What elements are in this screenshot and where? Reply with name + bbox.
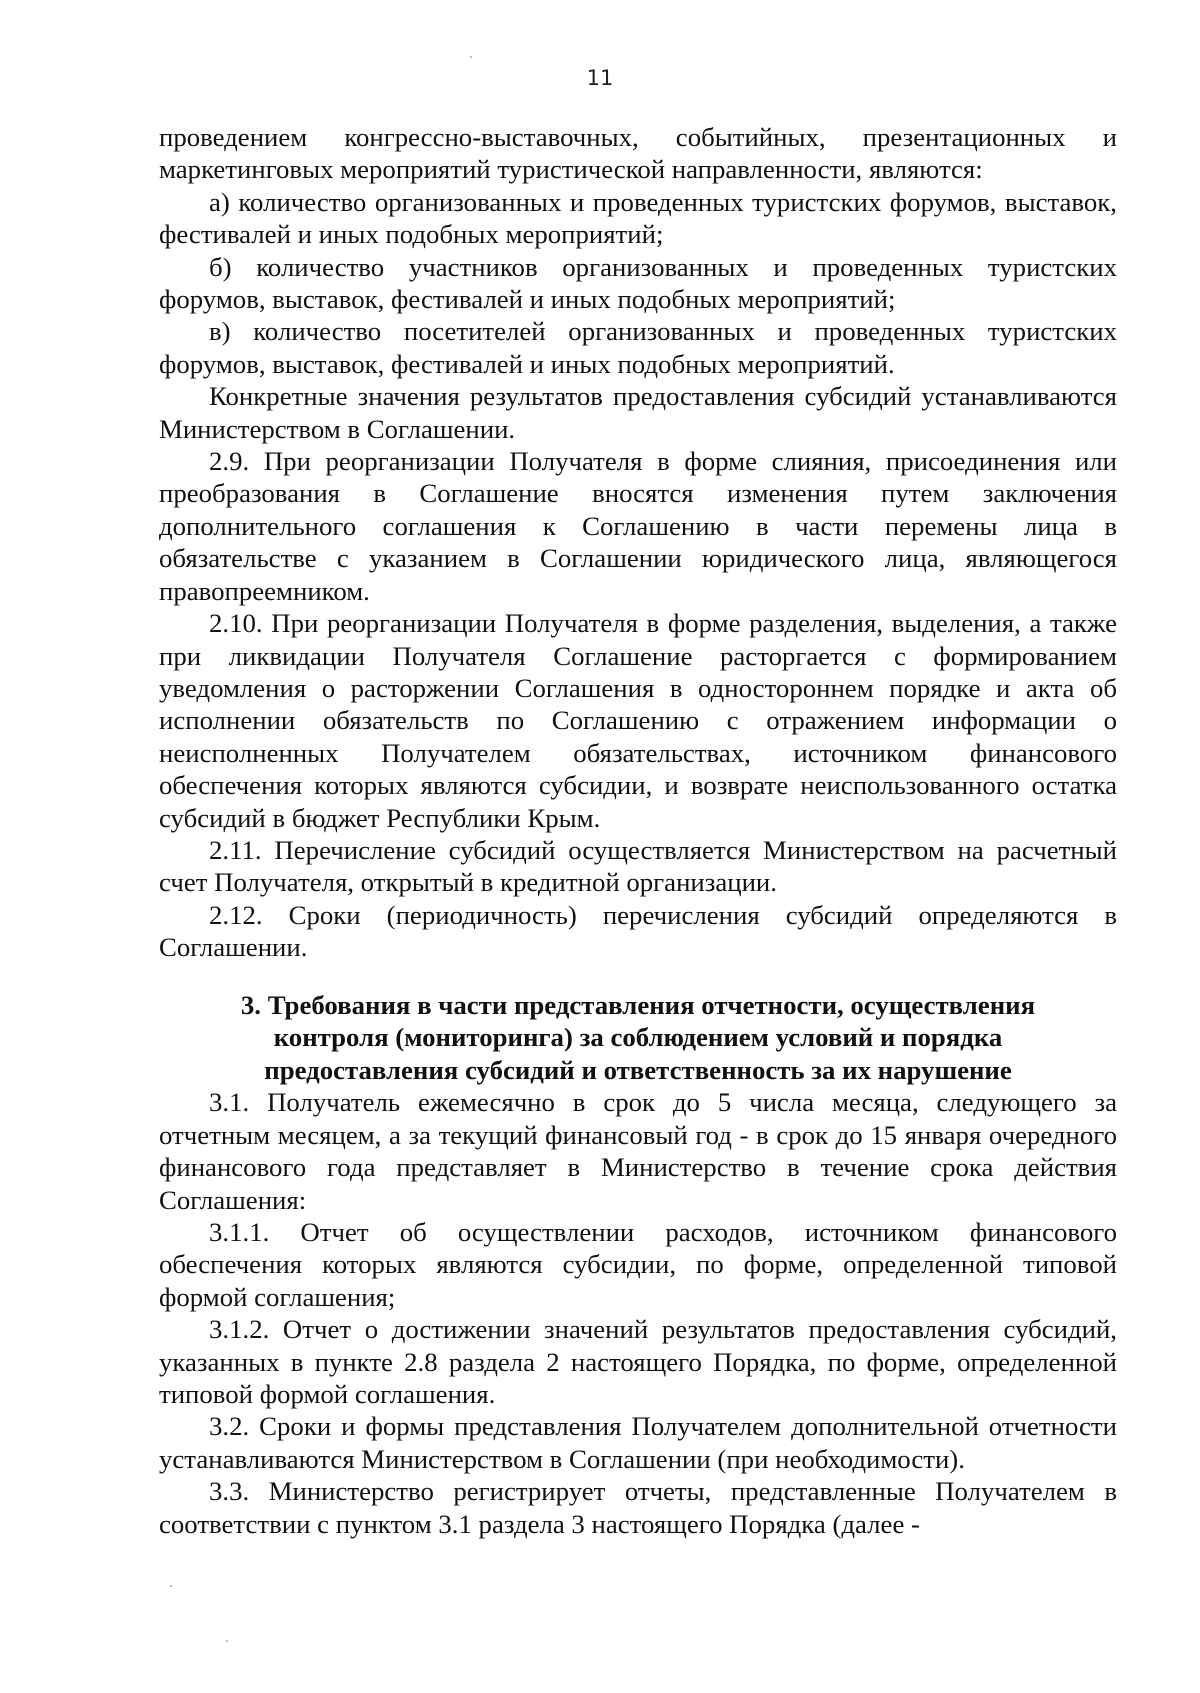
page-number: 11	[586, 66, 614, 90]
scan-speck	[170, 1585, 172, 1587]
paragraph: проведением конгрессно-выставочных, событийных, презентационных и маркетинговых мероприятий туристической направленности, являются:	[159, 122, 1117, 185]
paragraph: 3.1.1. Отчет об осуществлении расходов, источником финансового обеспечения которых являются субсидии, по форме, определенной типовой формой соглашения;	[159, 1216, 1117, 1312]
paragraph: Конкретные значения результатов предоставления субсидий устанавливаются Министерством в Соглашении.	[159, 381, 1117, 444]
scan-speck	[470, 56, 472, 58]
paragraph: 3.2. Сроки и формы представления Получателем дополнительной отчетности устанавливаются Министерством в Соглашении (при необходимости).	[159, 1411, 1117, 1474]
paragraph: 2.11. Перечисление субсидий осуществляется Министерством на расчетный счет Получателя, открытый в кредитной организации.	[159, 834, 1117, 898]
paragraph: а) количество организованных и проведенных туристских форумов, выставок, фестивалей и иных подобных мероприятий;	[159, 186, 1117, 250]
section-heading: 3. Требования в части представления отчетности, осуществления контроля (мониторинга) за соблюдением условий и порядка предоставления субсидий и ответственность за их нарушение	[240, 989, 1036, 1085]
paragraph: 2.10. При реорганизации Получателя в форме разделения, выделения, а также при ликвидации Получателя Соглашение расторгается с формированием уведомления о расторжении Соглашения в одностороннем порядке и акта об исполнении обязательств по Соглашению с отражением информации о неисполненных Получателем обязательствах, источником финансового обеспечения которых являются субсидии, и возврате неиспользованного остатка субсидий в бюджет Республики Крым.	[159, 608, 1117, 833]
paragraph: б) количество участников организованных и проведенных туристских форумов, выставок, фестивалей и иных подобных мероприятий;	[159, 251, 1117, 315]
paragraph: в) количество посетителей организованных и проведенных туристских форумов, выставок, фестивалей и иных подобных мероприятий.	[159, 316, 1117, 379]
paragraph: 2.12. Сроки (периодичность) перечисления субсидий определяются в Соглашении.	[159, 899, 1117, 963]
paragraph: 3.3. Министерство регистрирует отчеты, представленные Получателем в соответствии с пунктом 3.1 раздела 3 настоящего Порядка (далее -	[159, 1476, 1117, 1539]
scan-speck	[226, 1640, 228, 1642]
paragraph: 3.1.2. Отчет о достижении значений результатов предоставления субсидий, указанных в пункте 2.8 раздела 2 настоящего Порядка, по форме, определенной типовой формой соглашения.	[159, 1314, 1117, 1409]
paragraph-group-after-heading	[159, 1086, 1117, 1540]
paragraph: 2.9. При реорганизации Получателя в форме слияния, присоединения или преобразования в Соглашение вносятся изменения путем заключения дополнительного соглашения к Соглашению в части перемены лица в обязательстве с указанием в Соглашении юридического лица, являющегося правопреемником.	[159, 446, 1117, 606]
paragraph: 3.1. Получатель ежемесячно в срок до 5 числа месяца, следующего за отчетным месяцем, а за текущий финансовый год - в срок до 15 января очередного финансового года представляет в Министерство в течение срока действия Соглашения:	[159, 1087, 1117, 1215]
paragraph-group-before-heading	[159, 121, 1117, 964]
document-body	[159, 121, 1117, 1540]
